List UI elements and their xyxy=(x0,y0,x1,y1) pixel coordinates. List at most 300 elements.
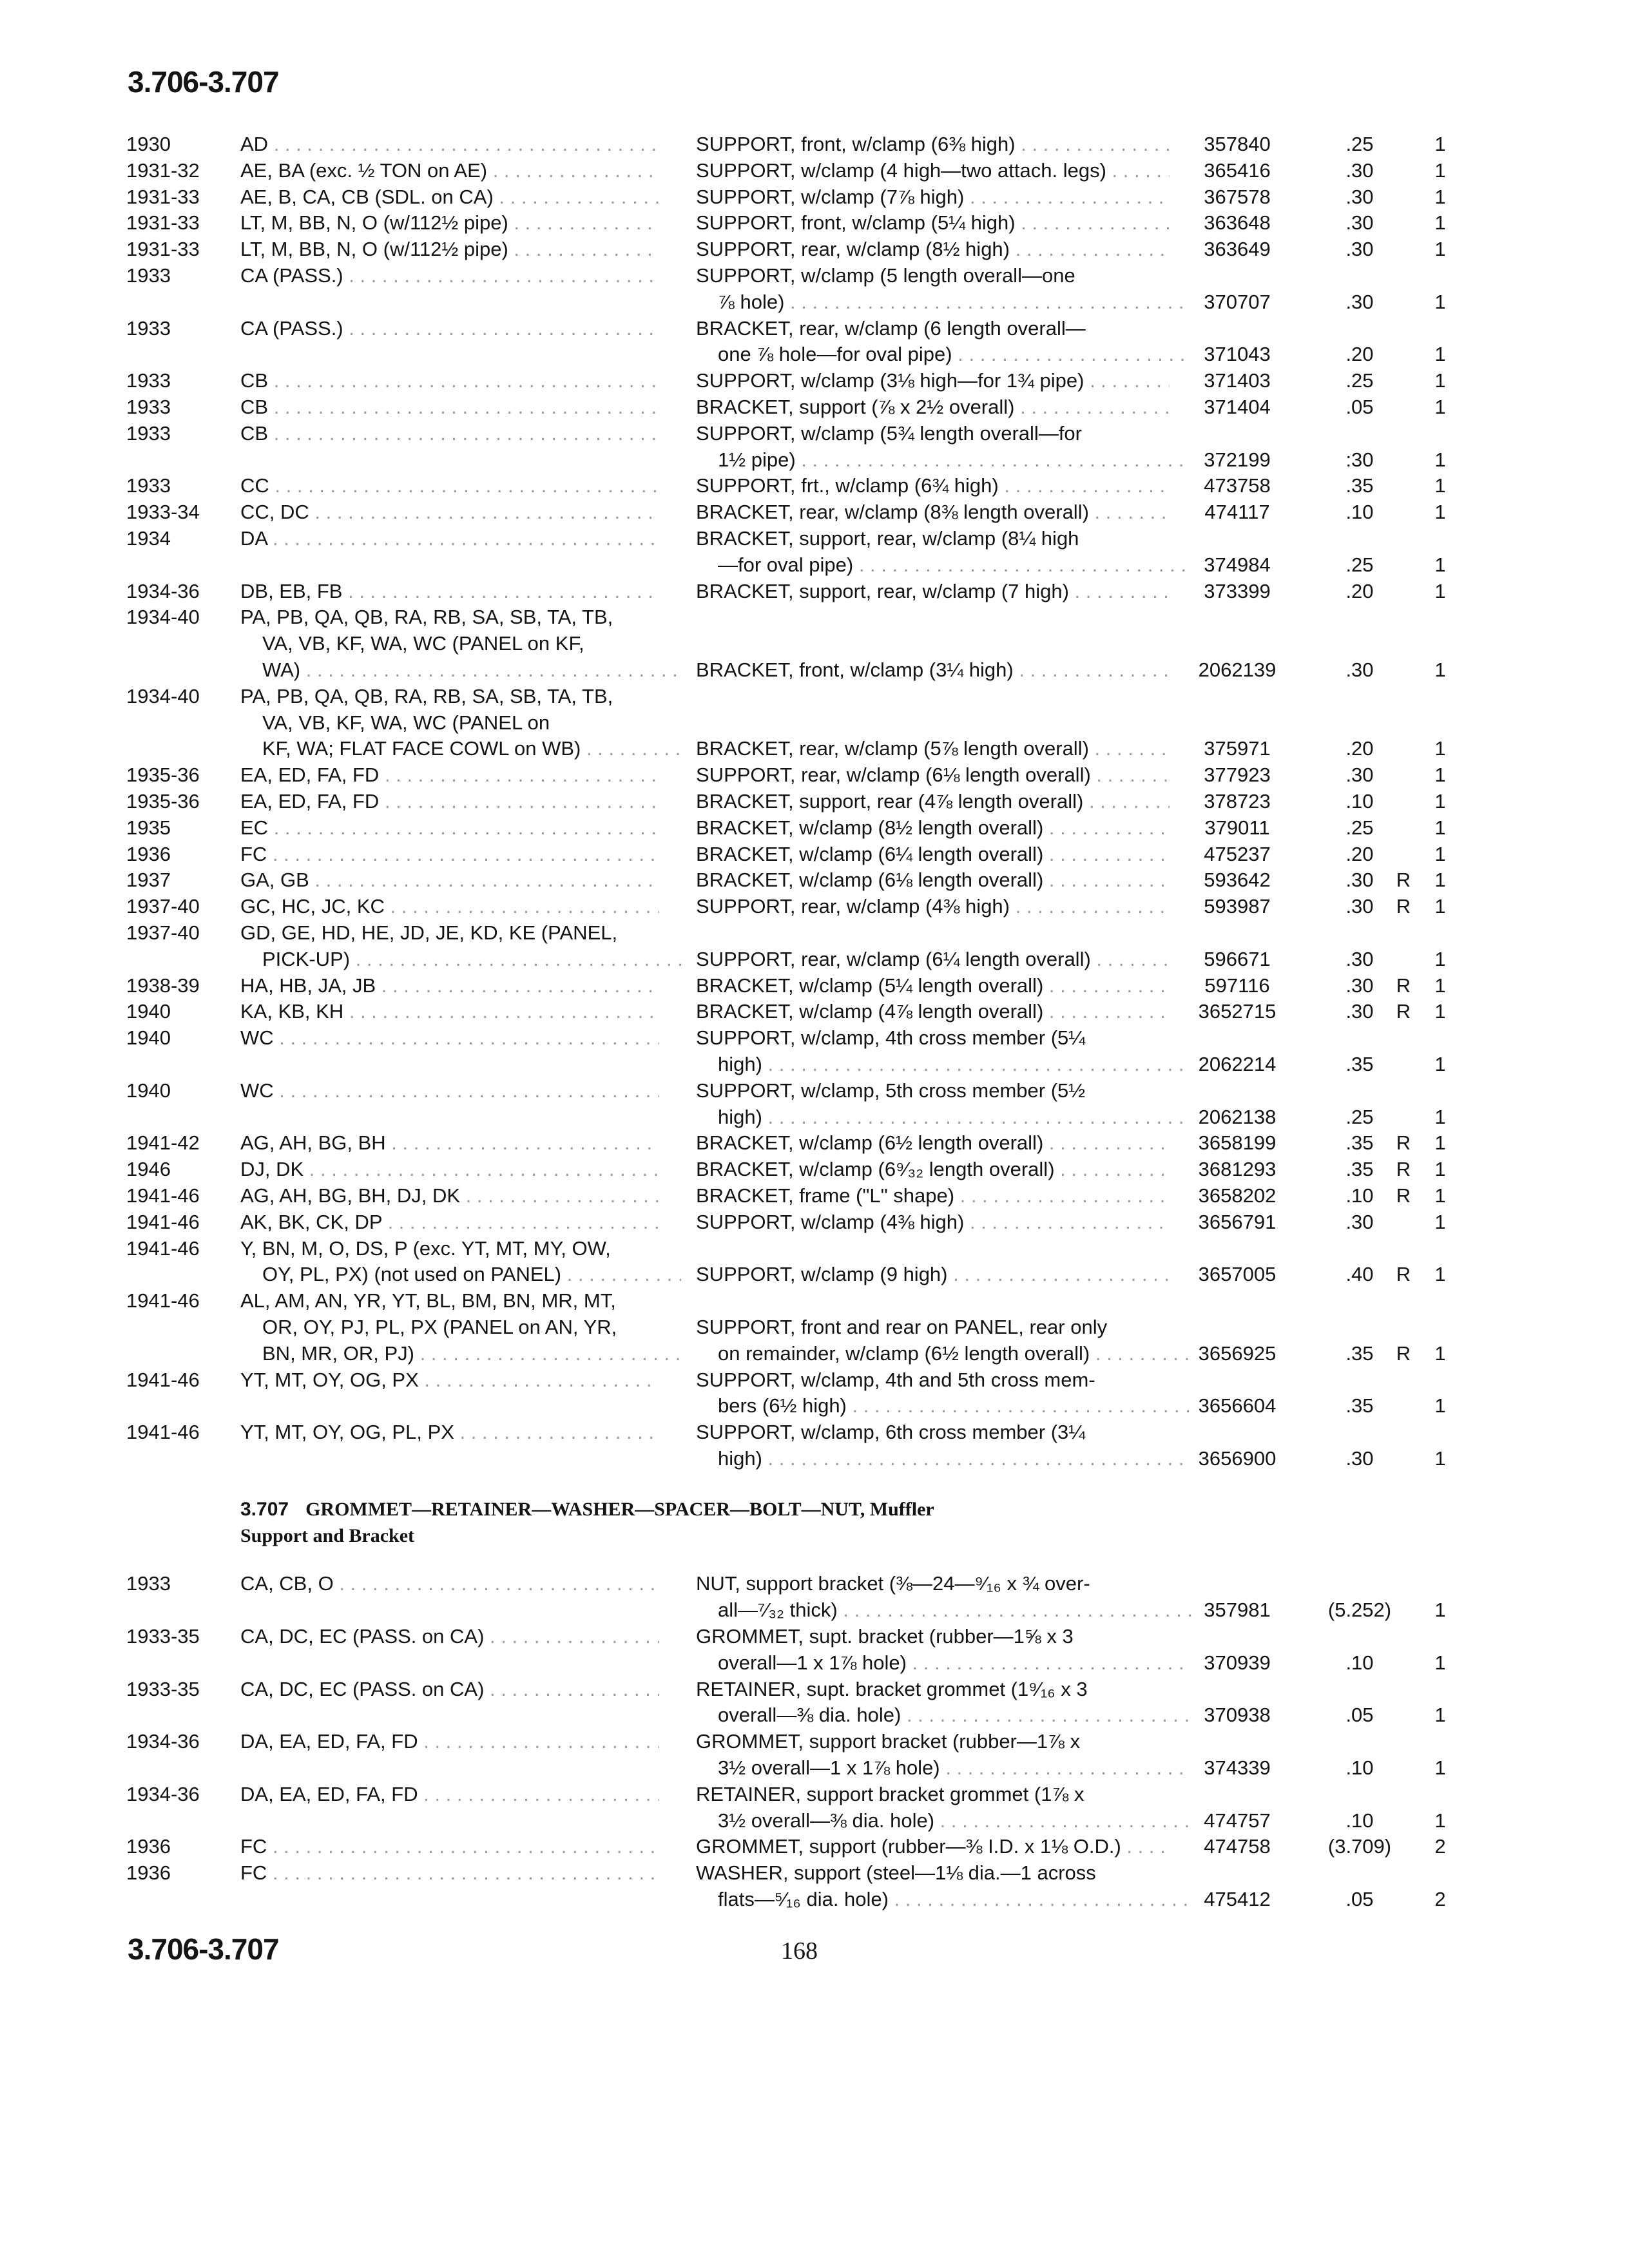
year-cell: 1931-33 xyxy=(126,238,200,261)
year-cell: 1941-42 xyxy=(126,1131,200,1155)
year-cell: 1938-39 xyxy=(126,974,200,997)
model-cell: Y, BN, M, O, DS, P (exc. YT, MT, MY, OW, xyxy=(240,1236,611,1260)
year-cell: 1941-46 xyxy=(126,1236,200,1260)
table-row xyxy=(0,236,1629,262)
year-cell: 1934-36 xyxy=(126,1730,200,1753)
description-cell: SUPPORT, rear, w/clamp (8½ high) . . . xyxy=(696,236,1170,262)
model-cell: CA (PASS.) . . . xyxy=(240,316,659,341)
table-row xyxy=(0,394,1629,420)
price-cell: .30 xyxy=(1345,764,1374,787)
description-cell: SUPPORT, frt., w/clamp (6¾ high) . . . xyxy=(696,473,1170,499)
price-cell: .05 xyxy=(1345,1888,1374,1910)
description-cell: high) . . . xyxy=(696,1104,1191,1130)
model-cell: KF, WA; FLAT FACE COWL on WB) . . . xyxy=(240,736,681,762)
section-heading xyxy=(0,1497,1629,1523)
table-row-continuation xyxy=(0,1887,1629,1912)
description-cell: one ⅞ hole—for oval pipe) . . . xyxy=(696,341,1191,367)
description-cell: BRACKET, support, rear (4⅞ length overall) . . . xyxy=(696,789,1170,814)
quantity-cell: 1 xyxy=(1434,1447,1446,1470)
part-number-cell: 365416 xyxy=(1204,159,1271,182)
description-cell: SUPPORT, rear, w/clamp (4⅜ high) . . . xyxy=(696,894,1170,919)
model-cell: YT, MT, OY, OG, PL, PX . . . xyxy=(240,1419,659,1445)
table-row-continuation xyxy=(0,447,1629,473)
part-number-cell: 474117 xyxy=(1204,501,1270,524)
description-cell: BRACKET, w/clamp (5¼ length overall) . . . xyxy=(696,973,1170,999)
quantity-cell: 2 xyxy=(1434,1835,1446,1858)
table-row xyxy=(0,973,1629,999)
year-cell: 1941-46 xyxy=(126,1210,200,1233)
table-row-continuation xyxy=(0,552,1629,578)
flag-cell: R xyxy=(1396,1000,1411,1023)
table-row xyxy=(0,210,1629,236)
part-number-cell: 370938 xyxy=(1204,1704,1271,1727)
table-row-continuation xyxy=(0,736,1629,762)
table-row xyxy=(0,1157,1629,1182)
model-cell: AE, BA (exc. ½ TON on AE) . . . xyxy=(240,158,659,184)
table-row xyxy=(0,604,1629,630)
price-cell: .25 xyxy=(1345,369,1374,392)
model-cell: KA, KB, KH . . . xyxy=(240,999,659,1024)
description-cell: SUPPORT, w/clamp (4 high—two attach. legs) . . . xyxy=(696,158,1170,184)
description-cell: SUPPORT, w/clamp (7⅞ high) . . . xyxy=(696,184,1170,210)
price-cell: .10 xyxy=(1345,1184,1374,1207)
quantity-cell: 1 xyxy=(1434,159,1446,182)
year-cell: 1934-36 xyxy=(126,579,200,602)
model-cell: BN, MR, OR, PJ) . . . xyxy=(240,1341,681,1367)
table-row-continuation xyxy=(0,710,1629,736)
model-cell: CC . . . xyxy=(240,473,659,499)
description-cell: SUPPORT, front and rear on PANEL, rear only xyxy=(696,1316,1108,1338)
model-cell: OR, OY, PJ, PL, PX (PANEL on AN, YR, xyxy=(262,1316,617,1338)
quantity-cell: 1 xyxy=(1434,1000,1446,1023)
description-cell: NUT, support bracket (⅜—24—⁹⁄₁₆ x ¾ over- xyxy=(696,1572,1090,1595)
part-number-cell: 373399 xyxy=(1204,579,1271,602)
quantity-cell: 1 xyxy=(1434,343,1446,366)
quantity-cell: 1 xyxy=(1434,816,1446,839)
table-row-continuation xyxy=(0,1314,1629,1340)
price-cell: .30 xyxy=(1345,185,1374,208)
model-cell: WC . . . xyxy=(240,1078,659,1104)
quantity-cell: 1 xyxy=(1434,185,1446,208)
model-cell: AK, BK, CK, DP . . . xyxy=(240,1209,659,1235)
model-cell: DB, EB, FB . . . xyxy=(240,579,659,604)
part-number-cell: 370939 xyxy=(1204,1651,1271,1674)
price-cell: .10 xyxy=(1345,501,1374,524)
table-row-continuation xyxy=(0,1808,1629,1834)
quantity-cell: 1 xyxy=(1434,1158,1446,1181)
quantity-cell: 1 xyxy=(1434,1809,1446,1832)
part-number-cell: 3658202 xyxy=(1198,1184,1277,1207)
table-row xyxy=(0,1419,1629,1445)
table-row xyxy=(0,841,1629,867)
price-cell: .30 xyxy=(1345,159,1374,182)
description-cell: ⅞ hole) . . . xyxy=(696,289,1191,315)
year-cell: 1940 xyxy=(126,1026,171,1050)
table-row xyxy=(0,999,1629,1024)
price-cell: .30 xyxy=(1345,238,1374,261)
quantity-cell: 1 xyxy=(1434,1131,1446,1155)
quantity-cell: 1 xyxy=(1434,1651,1446,1674)
year-cell: 1931-33 xyxy=(126,185,200,208)
price-cell: .35 xyxy=(1345,1158,1374,1181)
description-cell: SUPPORT, w/clamp, 6th cross member (3¼ xyxy=(696,1421,1086,1444)
price-cell: .30 xyxy=(1345,1210,1374,1233)
table-row xyxy=(0,1729,1629,1754)
price-cell: .20 xyxy=(1345,579,1374,602)
part-number-cell: 2062139 xyxy=(1198,658,1277,681)
model-cell: PICK-UP) . . . xyxy=(240,947,681,972)
price-cell: .25 xyxy=(1345,133,1374,155)
part-number-cell: 367578 xyxy=(1204,185,1271,208)
table-row-continuation xyxy=(0,289,1629,315)
quantity-cell: 1 xyxy=(1434,895,1446,918)
price-cell: .35 xyxy=(1345,1394,1374,1418)
description-cell: BRACKET, w/clamp (6⁹⁄₃₂ length overall) . . . xyxy=(696,1157,1170,1182)
model-cell: CA (PASS.) . . . xyxy=(240,263,659,289)
part-number-cell: 378723 xyxy=(1204,790,1271,812)
description-cell: GROMMET, support (rubber—⅜ I.D. x 1⅛ O.D.) . . . xyxy=(696,1834,1170,1860)
year-cell: 1941-46 xyxy=(126,1289,200,1312)
model-cell: DA, EA, ED, FA, FD . . . xyxy=(240,1782,659,1807)
model-cell: GD, GE, HD, HE, JD, JE, KD, KE (PANEL, xyxy=(240,921,618,944)
description-cell: SUPPORT, w/clamp, 4th cross member (5¼ xyxy=(696,1026,1086,1050)
table-row xyxy=(0,263,1629,289)
model-cell: FC . . . xyxy=(240,1834,659,1860)
model-cell: GA, GB . . . xyxy=(240,867,659,893)
price-cell: .10 xyxy=(1345,1756,1374,1779)
part-number-cell: 377923 xyxy=(1204,764,1271,787)
year-cell: 1933 xyxy=(126,396,171,418)
flag-cell: R xyxy=(1396,1184,1411,1207)
description-cell: BRACKET, w/clamp (6½ length overall) . . . xyxy=(696,1130,1170,1156)
part-number-cell: 2062214 xyxy=(1198,1053,1277,1075)
flag-cell: R xyxy=(1396,1263,1411,1286)
description-cell: SUPPORT, w/clamp (3⅛ high—for 1¾ pipe) . . . xyxy=(696,368,1170,394)
description-cell: RETAINER, support bracket grommet (1⅞ x xyxy=(696,1782,1084,1805)
model-cell: EC . . . xyxy=(240,815,659,841)
table-row xyxy=(0,1782,1629,1807)
table-row-continuation xyxy=(0,657,1629,683)
price-cell: (3.709) xyxy=(1327,1835,1392,1858)
table-row xyxy=(0,1677,1629,1702)
quantity-cell: 1 xyxy=(1434,133,1446,155)
price-cell: .30 xyxy=(1345,290,1374,313)
model-cell: DA, EA, ED, FA, FD . . . xyxy=(240,1729,659,1754)
description-cell: BRACKET, support, rear, w/clamp (8¼ high xyxy=(696,527,1079,550)
part-number-cell: 374339 xyxy=(1204,1756,1271,1779)
model-cell: AL, AM, AN, YR, YT, BL, BM, BN, MR, MT, xyxy=(240,1289,616,1312)
table-row xyxy=(0,579,1629,604)
price-cell: .25 xyxy=(1345,553,1374,576)
description-cell: 3½ overall—⅜ dia. hole) . . . xyxy=(696,1808,1191,1834)
section-title-text: GROMMET—RETAINER—WASHER—SPACER—BOLT—NUT, Muffler xyxy=(305,1498,934,1520)
quantity-cell: 1 xyxy=(1434,448,1446,471)
quantity-cell: 1 xyxy=(1434,947,1446,970)
part-number-cell: 596671 xyxy=(1204,947,1271,970)
quantity-cell: 1 xyxy=(1434,474,1446,497)
part-number-cell: 357981 xyxy=(1204,1599,1271,1622)
model-cell: VA, VB, KF, WA, WC (PANEL on xyxy=(262,711,550,734)
quantity-cell: 1 xyxy=(1434,369,1446,392)
price-cell: .10 xyxy=(1345,1809,1374,1832)
description-cell: BRACKET, w/clamp (4⅞ length overall) . . . xyxy=(696,999,1170,1024)
year-cell: 1933 xyxy=(126,421,171,445)
price-cell: .35 xyxy=(1345,1131,1374,1155)
part-number-cell: 3657005 xyxy=(1198,1263,1277,1286)
year-cell: 1931-32 xyxy=(126,159,200,182)
table-row xyxy=(0,1078,1629,1104)
description-cell: BRACKET, support, rear, w/clamp (7 high) . . . xyxy=(696,579,1170,604)
description-cell: SUPPORT, w/clamp, 5th cross member (5½ xyxy=(696,1079,1086,1102)
description-cell: BRACKET, w/clamp (6⅛ length overall) . . . xyxy=(696,867,1170,893)
part-number-cell: 597116 xyxy=(1204,974,1270,997)
part-number-cell: 474758 xyxy=(1204,1835,1271,1858)
model-cell: OY, PL, PX) (not used on PANEL) . . . xyxy=(240,1262,681,1287)
part-number-cell: 3656900 xyxy=(1198,1447,1277,1470)
part-number-cell: 593987 xyxy=(1204,895,1271,918)
description-cell: BRACKET, rear, w/clamp (6 length overall— xyxy=(696,316,1086,340)
table-row-continuation xyxy=(0,947,1629,972)
year-cell: 1941-46 xyxy=(126,1184,200,1207)
model-cell: WA) . . . xyxy=(240,657,681,683)
description-cell: SUPPORT, w/clamp (4⅜ high) . . . xyxy=(696,1209,1170,1235)
description-cell: —for oval pipe) . . . xyxy=(696,552,1191,578)
quantity-cell: 1 xyxy=(1434,1210,1446,1233)
table-row xyxy=(0,1624,1629,1649)
model-cell: AG, AH, BG, BH . . . xyxy=(240,1130,659,1156)
flag-cell: R xyxy=(1396,1131,1411,1155)
quantity-cell: 1 xyxy=(1434,1184,1446,1207)
table-row-continuation xyxy=(0,1052,1629,1077)
price-cell: .05 xyxy=(1345,396,1374,418)
description-cell: 1½ pipe) . . . xyxy=(696,447,1191,473)
quantity-cell: 1 xyxy=(1434,1105,1446,1128)
table-row-continuation xyxy=(0,1597,1629,1623)
quantity-cell: 1 xyxy=(1434,579,1446,602)
table-row-continuation xyxy=(0,1262,1629,1287)
part-number-cell: 474757 xyxy=(1204,1809,1271,1832)
description-cell: SUPPORT, w/clamp (5 length overall—one xyxy=(696,264,1075,287)
quantity-cell: 1 xyxy=(1434,501,1446,524)
description-cell: BRACKET, rear, w/clamp (8⅜ length overall) . . . xyxy=(696,499,1170,525)
table-row xyxy=(0,1183,1629,1209)
flag-cell: R xyxy=(1396,895,1411,918)
price-cell: .30 xyxy=(1345,658,1374,681)
table-row xyxy=(0,1209,1629,1235)
quantity-cell: 1 xyxy=(1434,1053,1446,1075)
table-row xyxy=(0,158,1629,184)
model-cell: LT, M, BB, N, O (w/112½ pipe) . . . xyxy=(240,236,659,262)
table-row xyxy=(0,920,1629,946)
price-cell: .30 xyxy=(1345,1000,1374,1023)
quantity-cell: 1 xyxy=(1434,238,1446,261)
table-row xyxy=(0,368,1629,394)
quantity-cell: 1 xyxy=(1434,658,1446,681)
year-cell: 1934-40 xyxy=(126,606,200,629)
table-row xyxy=(0,499,1629,525)
model-cell: DJ, DK . . . xyxy=(240,1157,659,1182)
part-number-cell: 3656604 xyxy=(1198,1394,1277,1418)
year-cell: 1936 xyxy=(126,1861,171,1885)
description-cell: overall—1 x 1⅞ hole) . . . xyxy=(696,1650,1191,1676)
model-cell: GC, HC, JC, KC . . . xyxy=(240,894,659,919)
price-cell: .25 xyxy=(1345,816,1374,839)
part-number-cell: 363649 xyxy=(1204,238,1271,261)
quantity-cell: 1 xyxy=(1434,211,1446,235)
part-number-cell: 374984 xyxy=(1204,553,1271,576)
year-cell: 1933 xyxy=(126,316,171,340)
table-row-continuation xyxy=(0,1446,1629,1472)
table-row xyxy=(0,184,1629,210)
section-subheading xyxy=(0,1523,1629,1549)
quantity-cell: 1 xyxy=(1434,1599,1446,1622)
year-cell: 1946 xyxy=(126,1158,171,1181)
description-cell: high) . . . xyxy=(696,1052,1191,1077)
year-cell: 1933 xyxy=(126,1572,171,1595)
part-number-cell: 475237 xyxy=(1204,842,1271,865)
table-row xyxy=(0,316,1629,341)
year-cell: 1933 xyxy=(126,369,171,392)
model-cell: CB . . . xyxy=(240,421,659,447)
table-row-continuation xyxy=(0,1755,1629,1781)
table-row xyxy=(0,867,1629,893)
model-cell: FC . . . xyxy=(240,841,659,867)
table-row xyxy=(0,1236,1629,1262)
table-row-continuation xyxy=(0,1393,1629,1419)
flag-cell: R xyxy=(1396,869,1411,892)
price-cell: .40 xyxy=(1345,1263,1374,1286)
year-cell: 1936 xyxy=(126,842,171,865)
table-row xyxy=(0,1834,1629,1860)
description-cell: SUPPORT, w/clamp (5¾ length overall—for xyxy=(696,421,1082,445)
description-cell: all—⁷⁄₃₂ thick) . . . xyxy=(696,1597,1191,1623)
model-cell: LT, M, BB, N, O (w/112½ pipe) . . . xyxy=(240,210,659,236)
year-cell: 1934 xyxy=(126,527,171,550)
table-row-continuation xyxy=(0,1650,1629,1676)
table-row xyxy=(0,526,1629,552)
description-cell: high) . . . xyxy=(696,1446,1191,1472)
model-cell: CB . . . xyxy=(240,368,659,394)
price-cell: .35 xyxy=(1345,1341,1374,1365)
part-number-cell: 371403 xyxy=(1204,369,1271,392)
description-cell: SUPPORT, w/clamp (9 high) . . . xyxy=(696,1262,1170,1287)
quantity-cell: 1 xyxy=(1434,553,1446,576)
model-cell: CA, DC, EC (PASS. on CA) . . . xyxy=(240,1677,659,1702)
part-number-cell: 2062138 xyxy=(1198,1105,1277,1128)
table-row-continuation xyxy=(0,341,1629,367)
year-cell: 1930 xyxy=(126,133,171,155)
part-number-cell: 475412 xyxy=(1204,1888,1271,1910)
description-cell: BRACKET, rear, w/clamp (5⅞ length overall) . . . xyxy=(696,736,1170,762)
model-cell: EA, ED, FA, FD . . . xyxy=(240,762,659,788)
part-number-cell: 371404 xyxy=(1204,396,1271,418)
model-cell: PA, PB, QA, QB, RA, RB, SA, SB, TA, TB, xyxy=(240,606,613,629)
description-cell: BRACKET, w/clamp (6¼ length overall) . . . xyxy=(696,841,1170,867)
quantity-cell: 1 xyxy=(1434,1756,1446,1779)
table-row xyxy=(0,894,1629,919)
year-cell: 1941-46 xyxy=(126,1421,200,1444)
description-cell: GROMMET, supt. bracket (rubber—1⅝ x 3 xyxy=(696,1625,1074,1648)
table-row xyxy=(0,1367,1629,1393)
model-cell: AD . . . xyxy=(240,131,659,157)
part-number-cell: 357840 xyxy=(1204,133,1271,155)
part-number-cell: 379011 xyxy=(1204,816,1270,839)
model-cell: CB . . . xyxy=(240,394,659,420)
part-number-cell: 371043 xyxy=(1204,343,1271,366)
year-cell: 1937 xyxy=(126,869,171,892)
model-cell: YT, MT, OY, OG, PX . . . xyxy=(240,1367,659,1393)
quantity-cell: 1 xyxy=(1434,1394,1446,1418)
year-cell: 1933-34 xyxy=(126,501,200,524)
description-cell: SUPPORT, rear, w/clamp (6¼ length overall) . . . xyxy=(696,947,1170,972)
year-cell: 1935-36 xyxy=(126,764,200,787)
table-row xyxy=(0,1860,1629,1886)
year-cell: 1937-40 xyxy=(126,921,200,944)
price-cell: (5.252) xyxy=(1327,1599,1392,1622)
description-cell: WASHER, support (steel—1⅛ dia.—1 across xyxy=(696,1861,1096,1885)
section-number: 3.707 xyxy=(240,1498,289,1520)
model-cell: AG, AH, BG, BH, DJ, DK . . . xyxy=(240,1183,659,1209)
description-cell: overall—⅜ dia. hole) . . . xyxy=(696,1702,1191,1728)
description-cell: SUPPORT, front, w/clamp (6⅜ high) . . . xyxy=(696,131,1170,157)
year-cell: 1935 xyxy=(126,816,171,839)
price-cell: .35 xyxy=(1345,1053,1374,1075)
description-cell: RETAINER, supt. bracket grommet (1⁹⁄₁₆ x 3 xyxy=(696,1677,1088,1700)
part-number-cell: 375971 xyxy=(1204,737,1271,760)
year-cell: 1931-33 xyxy=(126,211,200,235)
year-cell: 1934-36 xyxy=(126,1782,200,1805)
year-cell: 1941-46 xyxy=(126,1368,200,1391)
part-number-cell: 3681293 xyxy=(1198,1158,1277,1181)
year-cell: 1933 xyxy=(126,264,171,287)
year-cell: 1933 xyxy=(126,474,171,497)
price-cell: .10 xyxy=(1345,1651,1374,1674)
price-cell: .30 xyxy=(1345,211,1374,235)
model-cell: VA, VB, KF, WA, WC (PANEL on KF, xyxy=(262,632,584,655)
table-row xyxy=(0,1130,1629,1156)
model-cell: FC . . . xyxy=(240,1860,659,1886)
price-cell: :30 xyxy=(1345,448,1374,471)
model-cell: CC, DC . . . xyxy=(240,499,659,525)
model-cell: DA . . . xyxy=(240,526,659,552)
table-row-continuation xyxy=(0,1702,1629,1728)
page-header-bottom: 3.706-3.707 xyxy=(128,1932,279,1966)
price-cell: .30 xyxy=(1345,947,1374,970)
price-cell: .30 xyxy=(1345,974,1374,997)
quantity-cell: 1 xyxy=(1434,1341,1446,1365)
table-row xyxy=(0,789,1629,814)
price-cell: .20 xyxy=(1345,343,1374,366)
price-cell: .30 xyxy=(1345,1447,1374,1470)
quantity-cell: 1 xyxy=(1434,737,1446,760)
quantity-cell: 1 xyxy=(1434,790,1446,812)
part-number-cell: 372199 xyxy=(1204,448,1271,471)
description-cell: SUPPORT, front, w/clamp (5¼ high) . . . xyxy=(696,210,1170,236)
section-title xyxy=(240,1497,934,1523)
quantity-cell: 1 xyxy=(1434,764,1446,787)
price-cell: .10 xyxy=(1345,790,1374,812)
model-cell: AE, B, CA, CB (SDL. on CA) . . . xyxy=(240,184,659,210)
table-row xyxy=(0,1288,1629,1314)
quantity-cell: 1 xyxy=(1434,396,1446,418)
description-cell: flats—⁵⁄₁₆ dia. hole) . . . xyxy=(696,1887,1191,1912)
price-cell: .05 xyxy=(1345,1704,1374,1727)
table-row xyxy=(0,815,1629,841)
table-row-continuation xyxy=(0,631,1629,657)
year-cell: 1935-36 xyxy=(126,790,200,812)
model-cell: WC . . . xyxy=(240,1025,659,1051)
description-cell: GROMMET, support bracket (rubber—1⅞ x xyxy=(696,1730,1081,1753)
